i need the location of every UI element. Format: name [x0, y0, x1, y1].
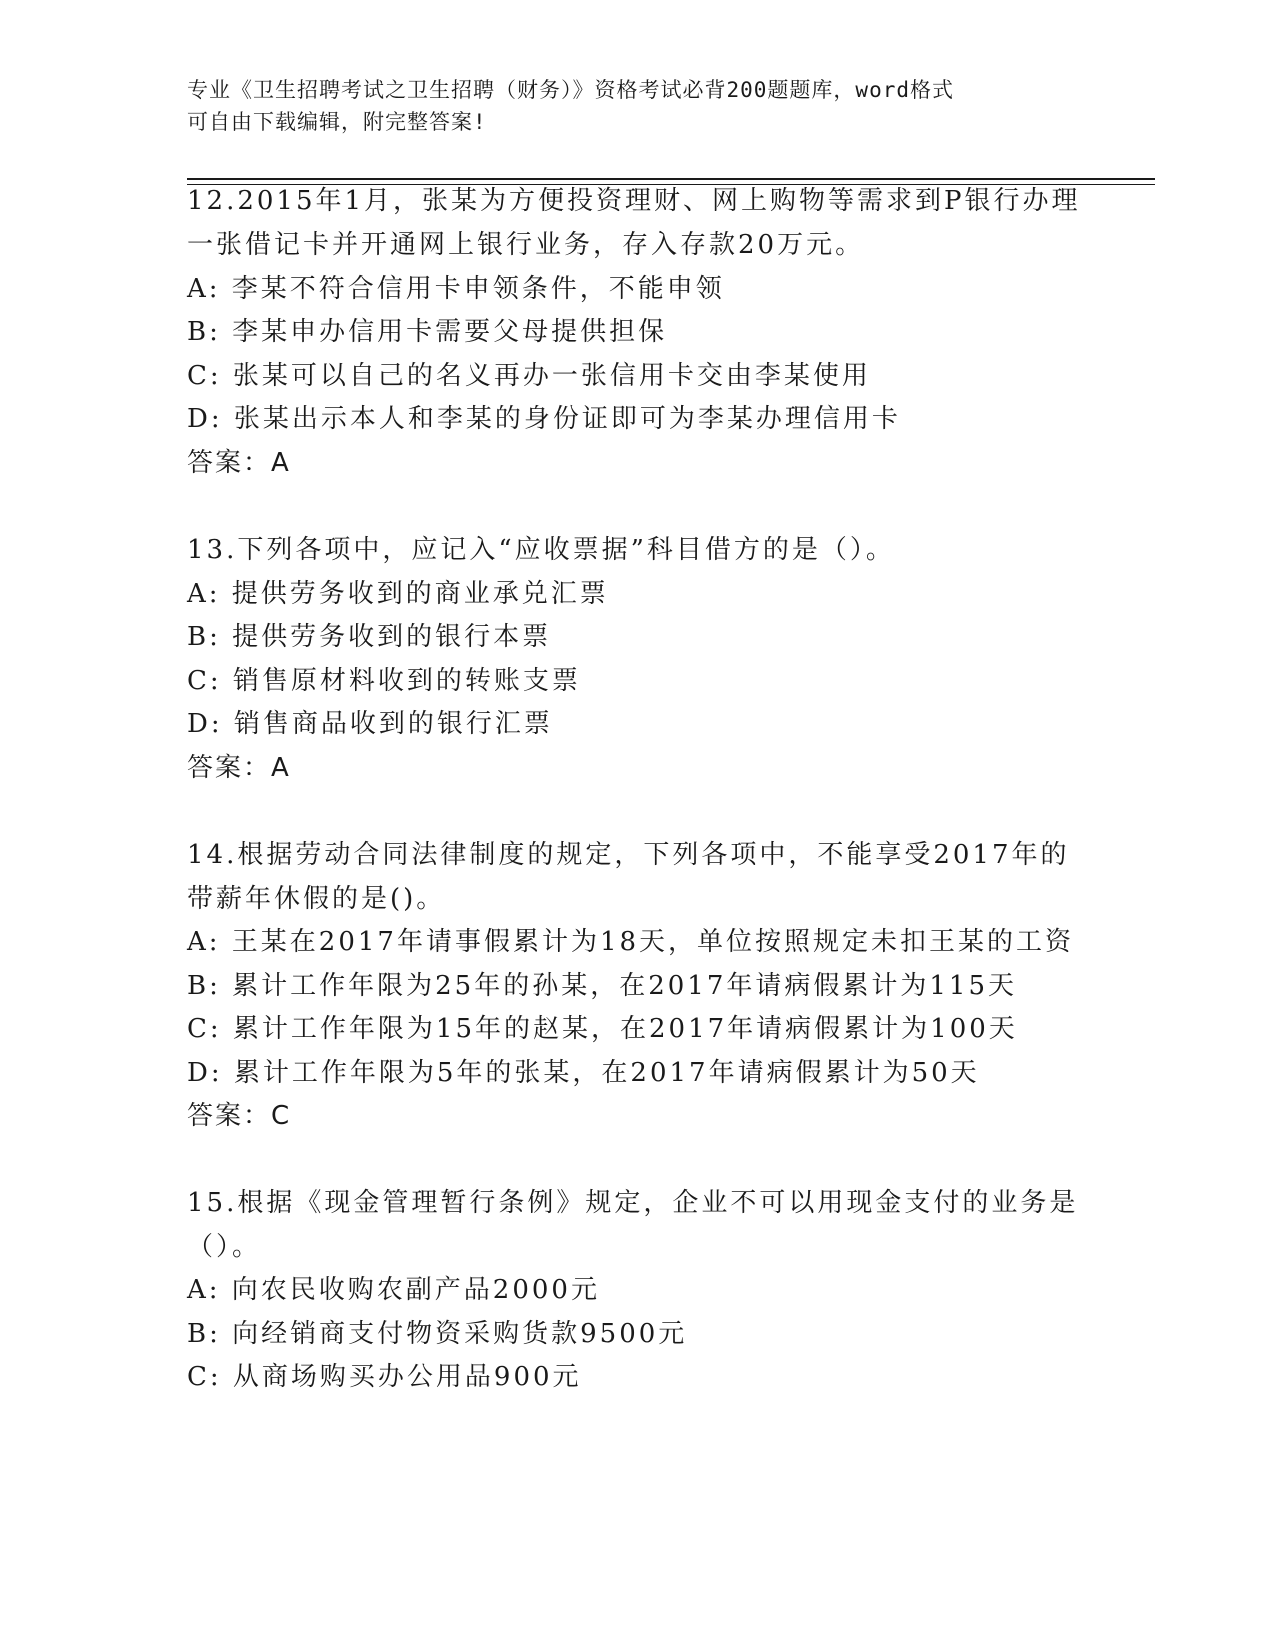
option-c: C: 张某可以自己的名义再办一张信用卡交由李某使用 [187, 361, 871, 391]
option-b: B: 李某申办信用卡需要父母提供担保 [187, 317, 668, 347]
option-b: B: 累计工作年限为25年的孙某，在2017年请病假累计为115天 [187, 971, 1018, 1001]
option-b: B: 向经销商支付物资采购货款9500元 [187, 1319, 688, 1349]
answer: 答案：C [187, 1101, 292, 1131]
question-stem-line: 带薪年休假的是()。 [187, 884, 446, 914]
option-c: C: 销售原材料收到的转账支票 [187, 666, 581, 696]
option-a: A: 提供劳务收到的商业承兑汇票 [187, 579, 609, 609]
header-text [187, 74, 1087, 138]
header-line-2: 可自由下载编辑，附完整答案! [187, 110, 487, 134]
option-b: B: 提供劳务收到的银行本票 [187, 622, 552, 652]
header-line-1: 专业《卫生招聘考试之卫生招聘（财务）》资格考试必背200题题库，word格式 [187, 78, 954, 102]
option-d: D: 累计工作年限为5年的张某，在2017年请病假累计为50天 [187, 1058, 980, 1088]
option-a: A: 王某在2017年请事假累计为18天，单位按照规定未扣王某的工资 [187, 927, 1075, 957]
answer: 答案：A [187, 753, 291, 783]
option-a: A: 向农民收购农副产品2000元 [187, 1275, 600, 1305]
question-stem-line: 一张借记卡并开通网上银行业务，存入存款20万元。 [187, 230, 865, 260]
option-c: C: 从商场购买办公用品900元 [187, 1362, 582, 1392]
option-c: C: 累计工作年限为15年的赵某，在2017年请病假累计为100天 [187, 1014, 1018, 1044]
question-stem-line: 13.下列各项中，应记入“应收票据”科目借方的是（）。 [187, 535, 895, 565]
answer: 答案：A [187, 448, 291, 478]
header-divider-thick [187, 178, 1155, 180]
question-stem-line: 15.根据《现金管理暂行条例》规定，企业不可以用现金支付的业务是 [187, 1188, 1079, 1218]
option-a: A: 李某不符合信用卡申领条件，不能申领 [187, 274, 725, 304]
question-stem-line: （）。 [187, 1232, 262, 1262]
option-d: D: 张某出示本人和李某的身份证即可为李某办理信用卡 [187, 404, 901, 434]
question-stem-line: 12.2015年1月，张某为方便投资理财、网上购物等需求到P银行办理 [187, 186, 1081, 216]
question-stem-line: 14.根据劳动合同法律制度的规定，下列各项中，不能享受2017年的 [187, 840, 1070, 870]
option-d: D: 销售商品收到的银行汇票 [187, 709, 553, 739]
